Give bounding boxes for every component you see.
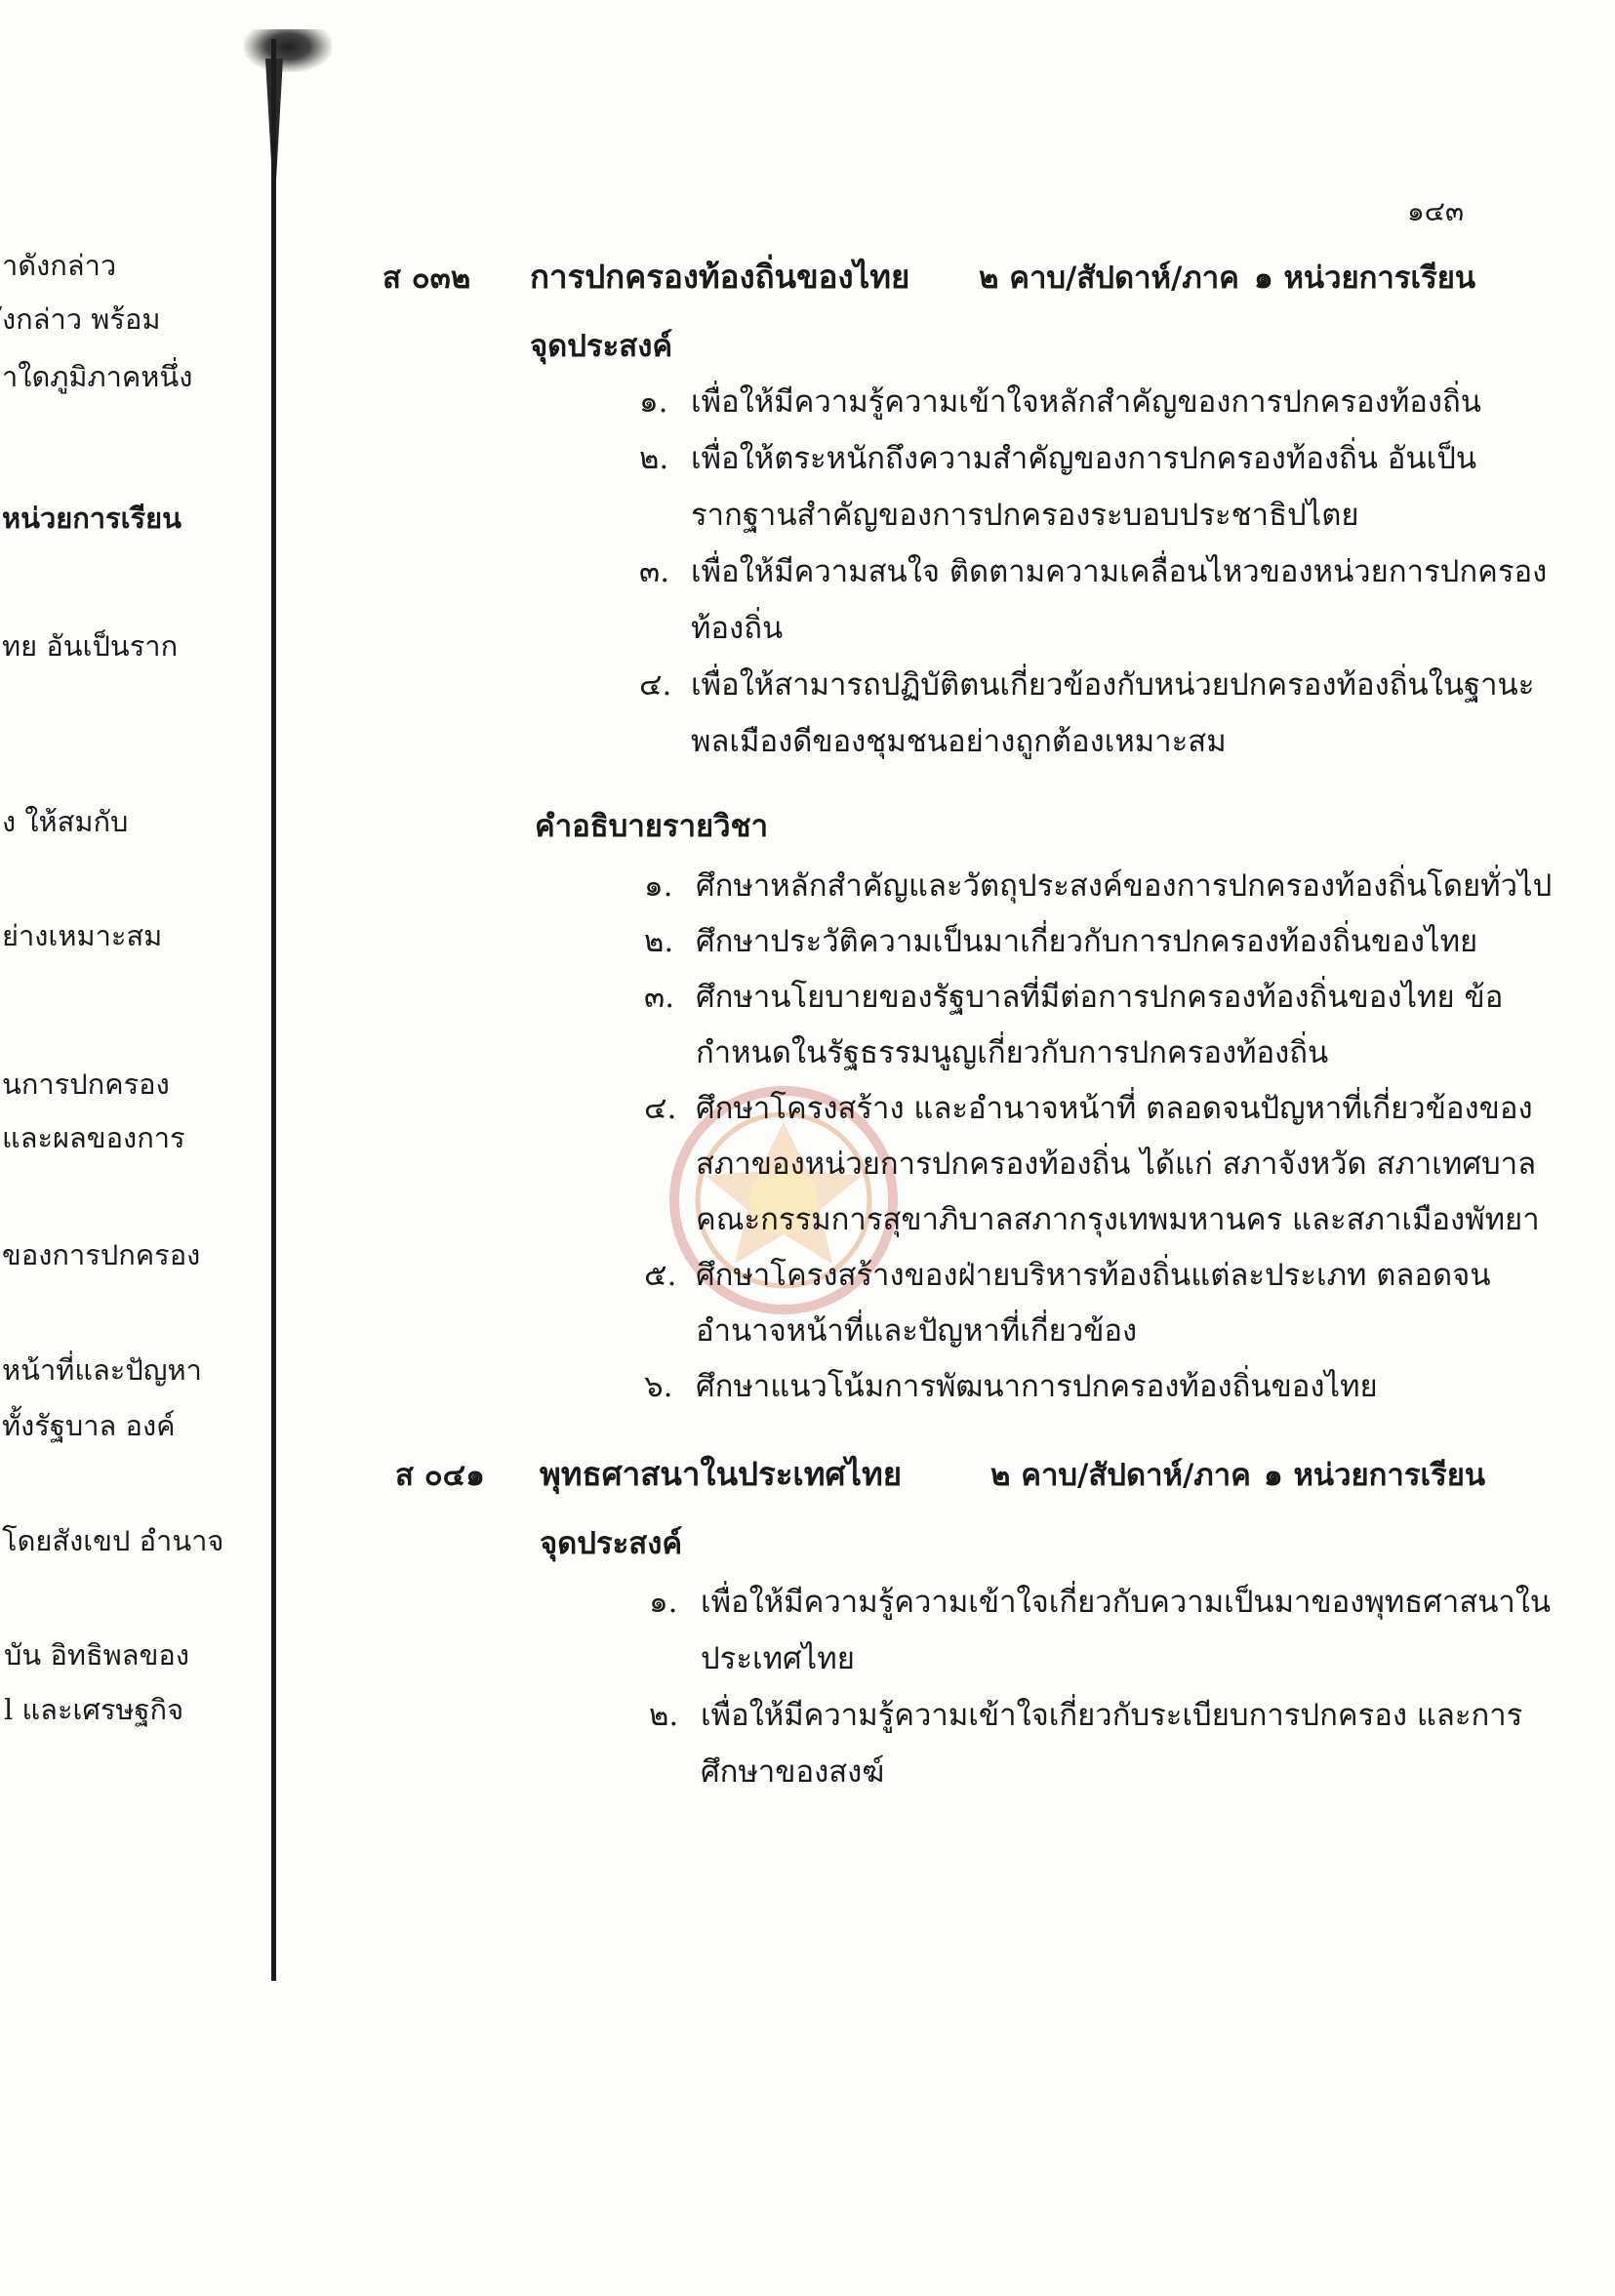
objective-number: ๒. bbox=[639, 441, 669, 476]
description-text: ศึกษาโครงสร้าง และอำนาจหน้าที่ ตลอดจนปัญหาที่เกี่ยวข้องของ bbox=[696, 1091, 1533, 1126]
description-text: ศึกษานโยบายของรัฐบาลที่มีต่อการปกครองท้องถิ่นของไทย ข้อ bbox=[696, 980, 1504, 1015]
margin-fragment: าใดภูมิภาคหนึ่ง bbox=[2, 360, 193, 393]
objective-text: เพื่อให้มีความสนใจ ติดตามความเคลื่อนไหวของหน่วยการปกครอง bbox=[691, 554, 1548, 589]
margin-fragment: นการปกครอง bbox=[2, 1067, 170, 1101]
description-heading: คำอธิบายรายวิชา bbox=[535, 809, 769, 844]
objective-number: ๔. bbox=[639, 667, 672, 703]
objective-text: พลเมืองดีของชุมชนอย่างถูกต้องเหมาะสม bbox=[691, 724, 1227, 759]
course-hours: ๒ คาบ/สัปดาห์/ภาค bbox=[990, 1458, 1251, 1493]
course-title: พุทธศาสนาในประเทศไทย bbox=[540, 1455, 903, 1493]
margin-fragment: โดยสังเขป อำนาจ bbox=[2, 1524, 224, 1557]
objective-number: ๑. bbox=[639, 384, 668, 420]
margin-fragment: าดังกล่าว bbox=[2, 249, 117, 282]
objectives-heading: จุดประสงค์ bbox=[540, 1526, 683, 1561]
objective-number: ๑. bbox=[649, 1585, 678, 1620]
objective-text: เพื่อให้มีความรู้ความเข้าใจเกี่ยวกับระเบียบการปกครอง และการ bbox=[701, 1698, 1523, 1733]
objective-text: รากฐานสำคัญของการปกครองระบอบประชาธิปไตย bbox=[691, 498, 1359, 533]
margin-fragment: และผลของการ bbox=[2, 1121, 185, 1154]
objective-text: ท้องถิ่น bbox=[691, 611, 784, 646]
course-hours: ๒ คาบ/สัปดาห์/ภาค bbox=[979, 261, 1239, 296]
description-number: ๖. bbox=[644, 1369, 673, 1404]
page-number: ๑๔๓ bbox=[1407, 195, 1465, 227]
objective-text: ศึกษาของสงฆ์ bbox=[701, 1754, 885, 1790]
margin-fragment: ังกล่าว พร้อม bbox=[2, 302, 161, 336]
binding-shadow bbox=[244, 29, 332, 72]
objective-text: ประเทศไทย bbox=[701, 1641, 855, 1676]
objective-text: เพื่อให้สามารถปฏิบัติตนเกี่ยวข้องกับหน่วยปกครองท้องถิ่นในฐานะ bbox=[691, 667, 1535, 703]
course-title: การปกครองท้องถิ่นของไทย bbox=[530, 258, 910, 296]
course-credits: ๑ หน่วยการเรียน bbox=[1254, 261, 1476, 296]
margin-fragment: ย่างเหมาะสม bbox=[2, 919, 163, 952]
description-number: ๓. bbox=[644, 980, 675, 1015]
margin-fragment: หน่วยการเรียน bbox=[2, 502, 182, 535]
description-text: อำนาจหน้าที่และปัญหาที่เกี่ยวข้อง bbox=[696, 1313, 1138, 1349]
course-credits: ๑ หน่วยการเรียน bbox=[1264, 1458, 1486, 1493]
description-text: กำหนดในรัฐธรรมนูญเกี่ยวกับการปกครองท้องถิ่น bbox=[696, 1035, 1329, 1070]
description-number: ๕. bbox=[644, 1258, 677, 1293]
margin-fragment: ของการปกครอง bbox=[2, 1238, 201, 1271]
objective-text: เพื่อให้มีความรู้ความเข้าใจหลักสำคัญของการปกครองท้องถิ่น bbox=[691, 384, 1481, 420]
margin-fragment: บัน อิทธิพลของ bbox=[4, 1638, 189, 1672]
margin-fragment: ทย อันเป็นราก bbox=[2, 629, 179, 663]
page-fold-line bbox=[271, 39, 276, 1981]
description-text: ศึกษาแนวโน้มการพัฒนาการปกครองท้องถิ่นของไทย bbox=[696, 1369, 1378, 1404]
objective-number: ๒. bbox=[649, 1698, 679, 1733]
description-text: ศึกษาประวัติความเป็นมาเกี่ยวกับการปกครองท้องถิ่นของไทย bbox=[696, 924, 1478, 959]
description-text: ศึกษาโครงสร้างของฝ่ายบริหารท้องถิ่นแต่ละประเภท ตลอดจน bbox=[696, 1258, 1491, 1293]
course-code: ส ๐๔๑ bbox=[395, 1458, 485, 1493]
objectives-heading: จุดประสงค์ bbox=[530, 329, 673, 364]
margin-fragment: l และเศรษฐกิจ bbox=[4, 1693, 184, 1726]
objective-number: ๓. bbox=[639, 554, 670, 589]
description-text: ศึกษาหลักสำคัญและวัตถุประสงค์ของการปกครองท้องถิ่นโดยทั่วไป bbox=[696, 868, 1553, 904]
description-text: สภาของหน่วยการปกครองท้องถิ่น ได้แก่ สภาจังหวัด สภาเทศบาล bbox=[696, 1147, 1537, 1182]
margin-fragment: ง ให้สมกับ bbox=[2, 805, 129, 838]
margin-fragment: ทั้งรัฐบาล องค์ bbox=[2, 1409, 176, 1442]
description-number: ๔. bbox=[644, 1091, 677, 1126]
description-number: ๑. bbox=[644, 868, 673, 904]
margin-fragment: หน้าที่และปัญหา bbox=[2, 1353, 202, 1387]
description-number: ๒. bbox=[644, 924, 674, 959]
course-code: ส ๐๓๒ bbox=[383, 261, 471, 296]
objective-text: เพื่อให้ตระหนักถึงความสำคัญของการปกครองท้องถิ่น อันเป็น bbox=[691, 441, 1477, 476]
description-text: คณะกรรมการสุขาภิบาลสภากรุงเทพมหานคร และสภาเมืองพัทยา bbox=[696, 1202, 1540, 1237]
objective-text: เพื่อให้มีความรู้ความเข้าใจเกี่ยวกับความเป็นมาของพุทธศาสนาใน bbox=[701, 1585, 1552, 1620]
